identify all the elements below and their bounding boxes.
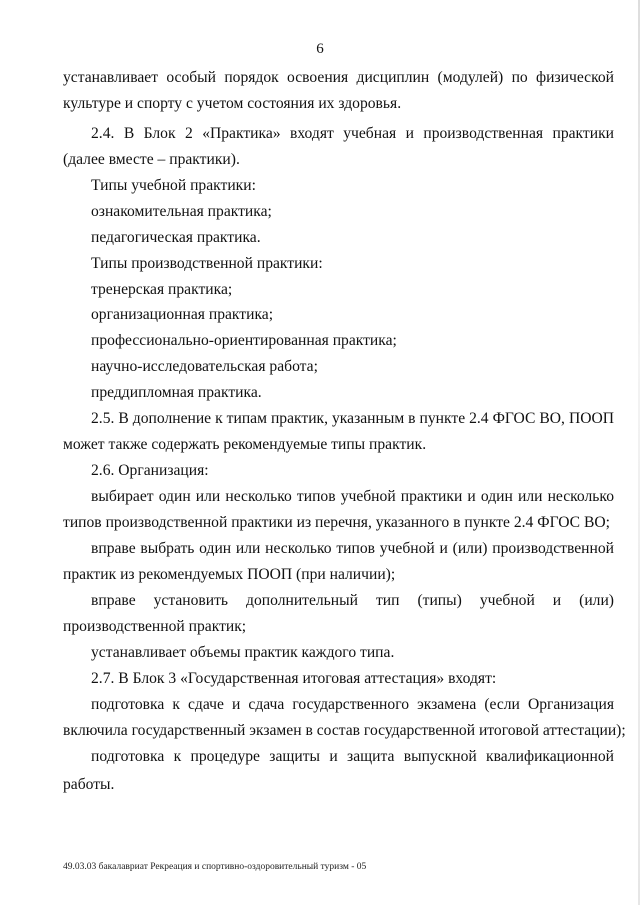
text-line: устанавливает объемы практик каждого типа. <box>91 644 395 661</box>
text-line: культуре и спорту с учетом состояния их здоровья. <box>63 95 402 112</box>
text-line: практик из рекомендуемых ПООП (при наличии); <box>63 566 396 583</box>
text-line: преддипломная практика. <box>91 384 262 401</box>
page-number: 6 <box>316 41 324 57</box>
text-line: устанавливает особый порядок освоения дисциплин (модулей) по физической <box>63 69 614 86</box>
page-footer: 49.03.03 бакалавриат Рекреация и спортивно-оздоровительный туризм - 05 <box>63 862 367 872</box>
text-line: типов производственной практики из перечня, указанного в пункте 2.4 ФГОС ВО; <box>63 514 610 531</box>
text-line: 2.7. В Блок 3 «Государственная итоговая аттестация» входят: <box>91 670 497 687</box>
text-line: тренерская практика; <box>91 281 233 298</box>
text-line: ознакомительная практика; <box>91 203 272 220</box>
text-line: Типы учебной практики: <box>91 177 256 194</box>
text-line: работы. <box>63 776 115 793</box>
text-line: производственной практик; <box>63 618 247 635</box>
text-line: вправе выбрать один или несколько типов учебной и (или) производственной <box>91 540 614 557</box>
text-line: педагогическая практика. <box>91 229 261 246</box>
text-line: выбирает один или несколько типов учебной практики и один или несколько <box>91 488 614 505</box>
text-line: Типы производственной практики: <box>91 255 323 272</box>
text-line: научно-исследовательская работа; <box>91 358 318 375</box>
text-line: подготовка к процедуре защиты и защита выпускной квалификационной <box>91 748 614 765</box>
text-line: может также содержать рекомендуемые типы практик. <box>63 436 427 453</box>
text-line: 2.5. В дополнение к типам практик, указанным в пункте 2.4 ФГОС ВО, ПООП <box>91 410 614 427</box>
text-line: (далее вместе – практики). <box>63 151 240 168</box>
text-line: вправе установить дополнительный тип (типы) учебной и (или) <box>91 592 614 609</box>
text-line: 2.4. В Блок 2 «Практика» входят учебная и производственная практики <box>91 125 614 142</box>
text-line: подготовка к сдаче и сдача государственного экзамена (если Организация <box>91 696 614 713</box>
text-line: организационная практика; <box>91 306 274 323</box>
text-line: включила государственный экзамен в состав государственной итоговой аттестации); <box>63 722 626 739</box>
text-line: профессионально-ориентированная практика; <box>91 332 397 349</box>
text-line: 2.6. Организация: <box>91 462 209 479</box>
